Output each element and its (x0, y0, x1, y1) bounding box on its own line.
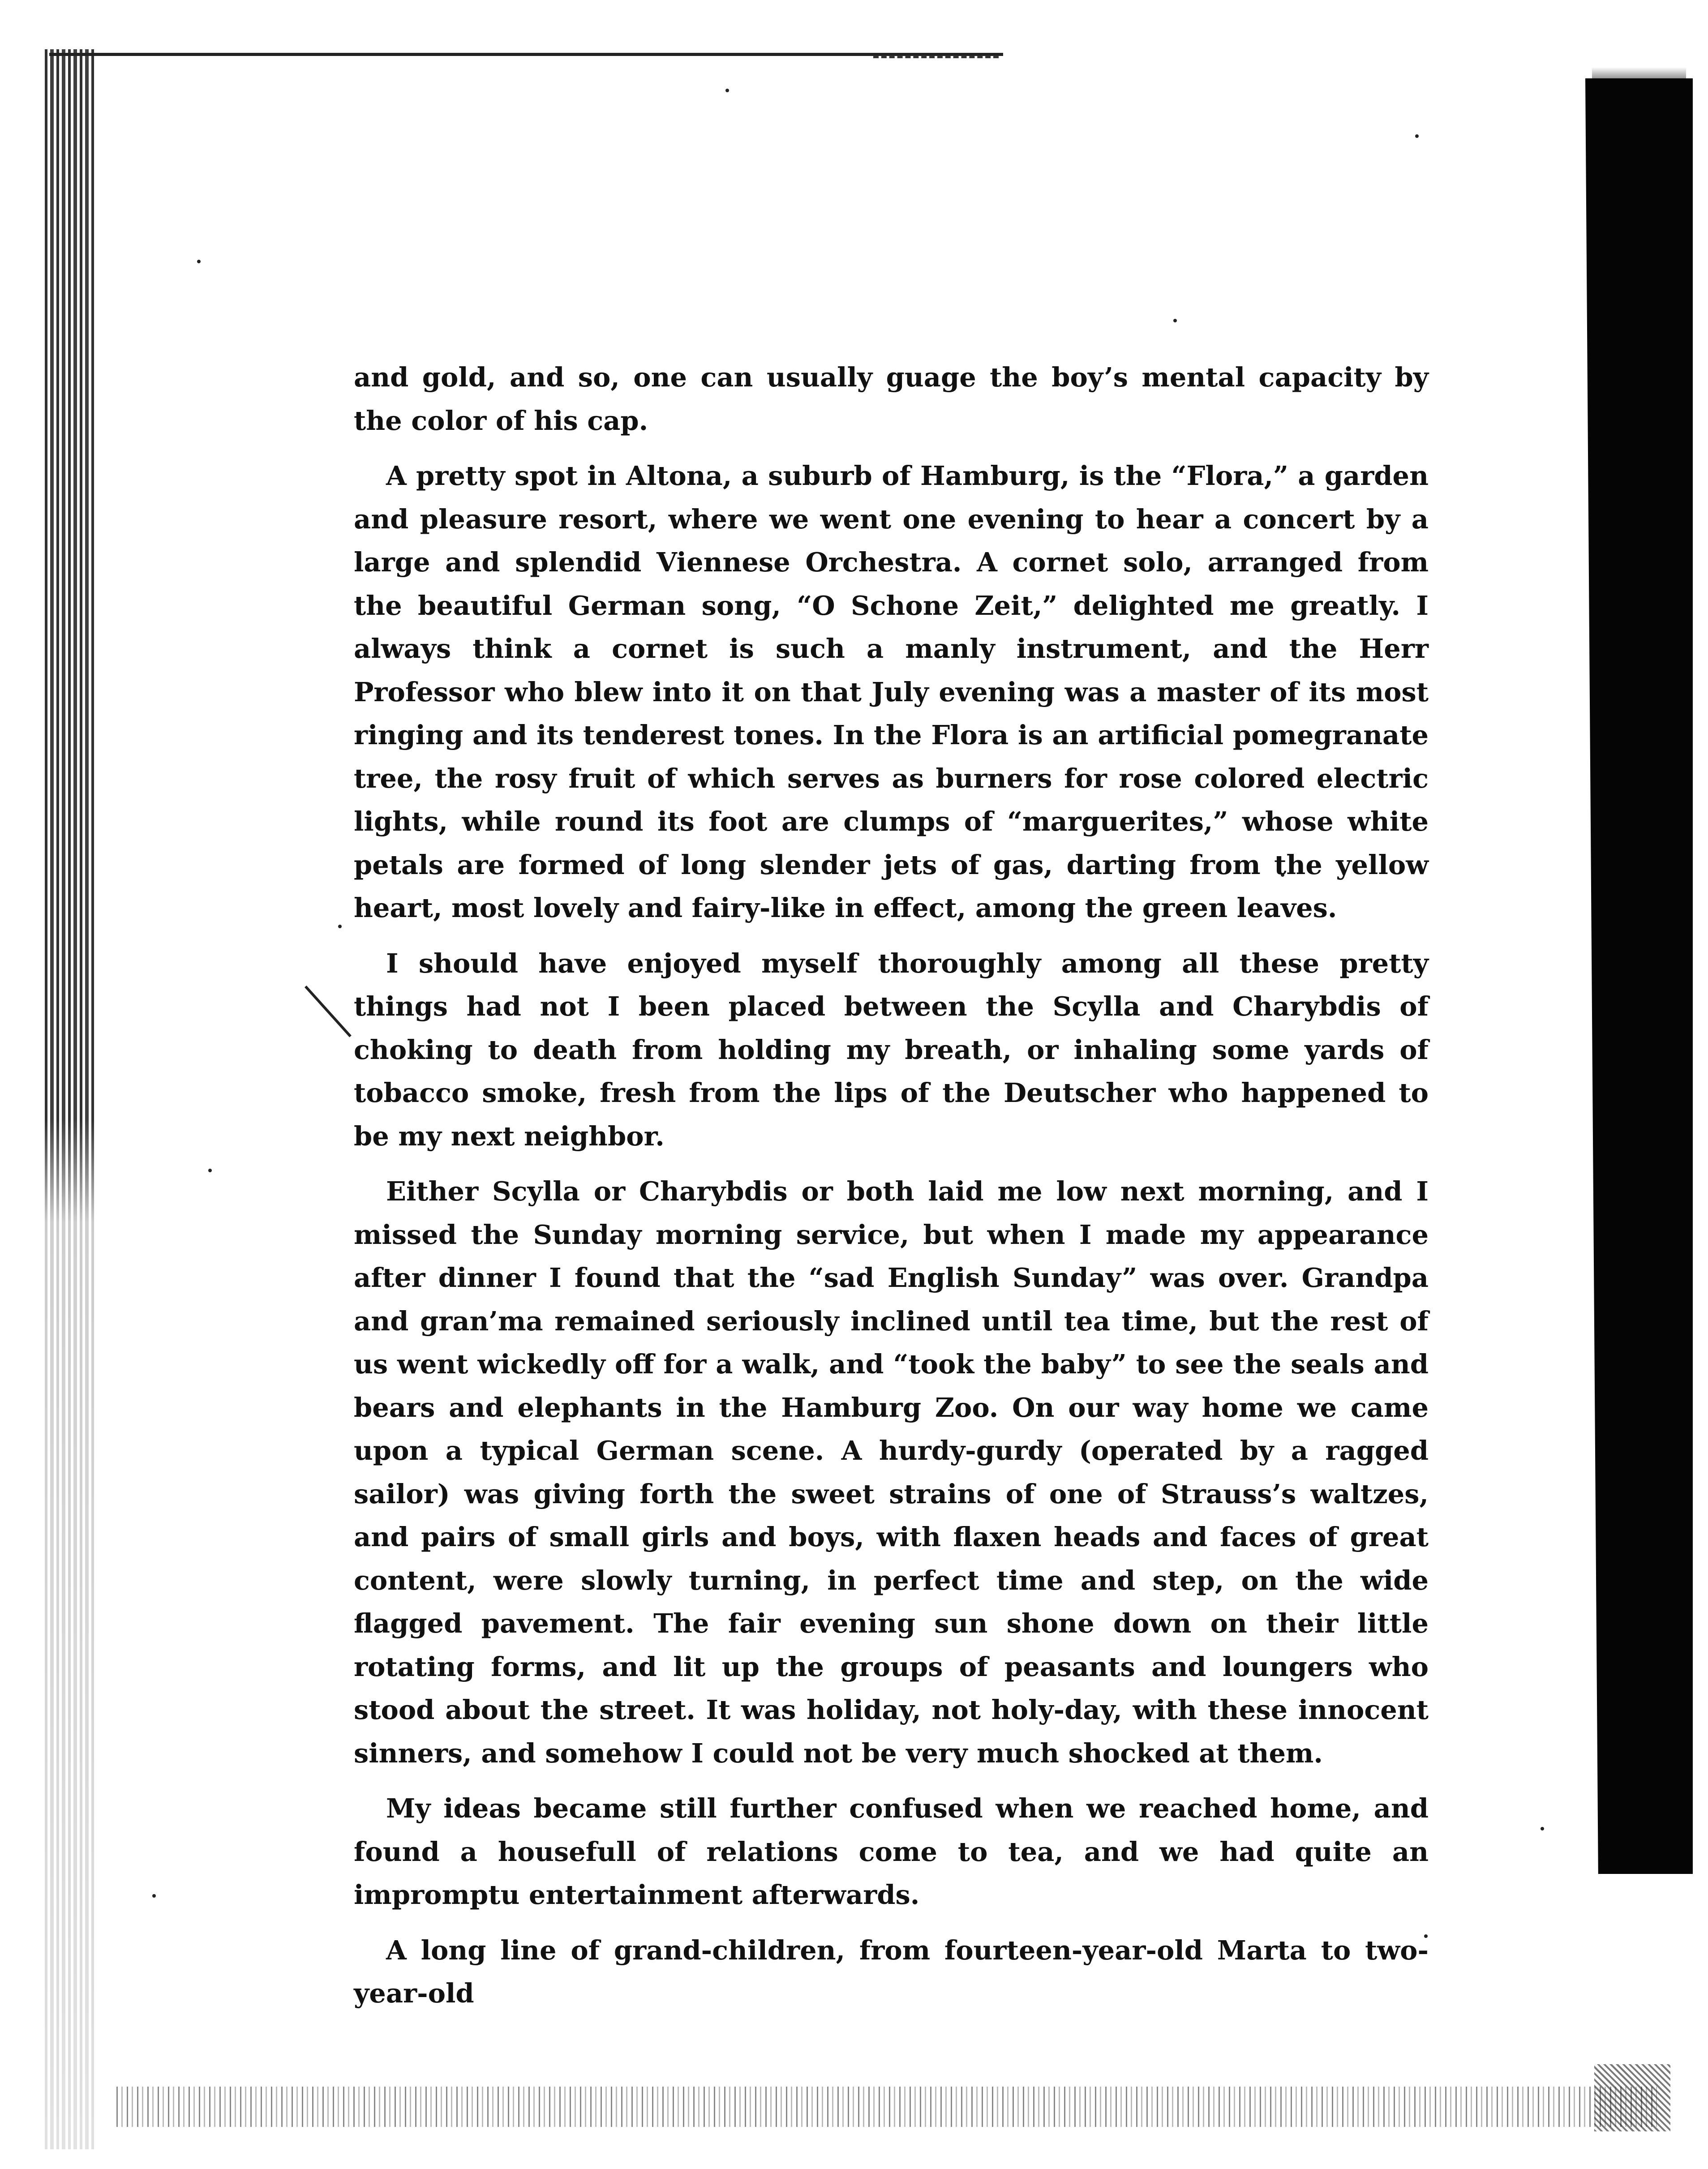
scan-speck (1541, 1827, 1544, 1830)
right-edge-shadow (1585, 78, 1693, 1874)
scan-speck (338, 925, 342, 928)
paragraph: My ideas became still further confused when we reached home, and found a housefull of relations come to tea, and we had quite an impromptu entertainment afterwards. (354, 1793, 1429, 1910)
top-edge-line (49, 53, 1003, 56)
paragraph: and gold, and so, one can usually guage the boy’s mental capacity by the color of his cap. (354, 362, 1429, 436)
scan-speck (725, 89, 729, 92)
pen-mark (305, 986, 352, 1037)
paragraph: A pretty spot in Altona, a suburb of Hamburg, is the “Flora,” a garden and pleasure resort, where we went one evening to hear a concert by a large and splendid Viennese Orchestra. A cornet solo, arranged from the beautiful German song, “O Schone Zeit,” delighted me greatly. I always think a cornet is such a manly instrument, and the Herr Professor who blew into it on that July evening was a master of its most ringing and its tenderest tones. In the Flora is an artificial pomegranate tree, the rosy fruit of which serves as burners for rose colored electric lights, while round its foot are clumps of “marguerites,” whose white petals are formed of long slender jets of gas, darting from the yellow heart, most lovely and fairy-like in effect, among the green leaves. (354, 460, 1429, 923)
paragraph: I should have enjoyed myself thoroughly among all these pretty things had not I been placed between the Scylla and Charybdis of choking to death from holding my breath, or inhaling some yards of tobacco smoke, fresh from the lips of the Deutscher who happened to be my next neighbor. (354, 947, 1429, 1152)
paragraph: A long line of grand-children, from fourteen-year-old Marta to two-year-old (354, 1934, 1429, 2009)
bottom-corner-noise (1594, 2064, 1670, 2131)
paragraph: Either Scylla or Charybdis or both laid me low next morning, and I missed the Sunday morning service, but when I made my appearance after dinner I found that the “sad English Sunday” was over. Grandpa and gran’ma remained seriously inclined until tea time, but the rest of us went wickedly off for a walk, and “took the baby” to see the seals and bears and elephants in the Hamburg Zoo. On our way home we came upon a typical German scene. A hurdy-gurdy (operated by a ragged sailor) was giving forth the sweet strains of one of Strauss’s waltzes, and pairs of small girls and boys, with flaxen heads and faces of great content, were slowly turning, in perfect time and step, on the wide flagged pavement. The fair evening sun shone down on their little rotating forms, and lit up the groups of peasants and loungers who stood about the street. It was holiday, not holy-day, with these innocent sinners, and somehow I could not be very much shocked at them. (354, 1176, 1429, 1769)
bottom-scan-noise (116, 2087, 1657, 2127)
scan-speck (1415, 134, 1419, 138)
scan-speck (1173, 319, 1177, 322)
binding-edge-fade (45, 1119, 94, 2149)
scan-speck (197, 260, 201, 263)
body-text (354, 356, 1429, 2028)
scan-speck (152, 1894, 156, 1898)
top-edge-dash (873, 56, 999, 58)
scan-speck (208, 1169, 212, 1172)
